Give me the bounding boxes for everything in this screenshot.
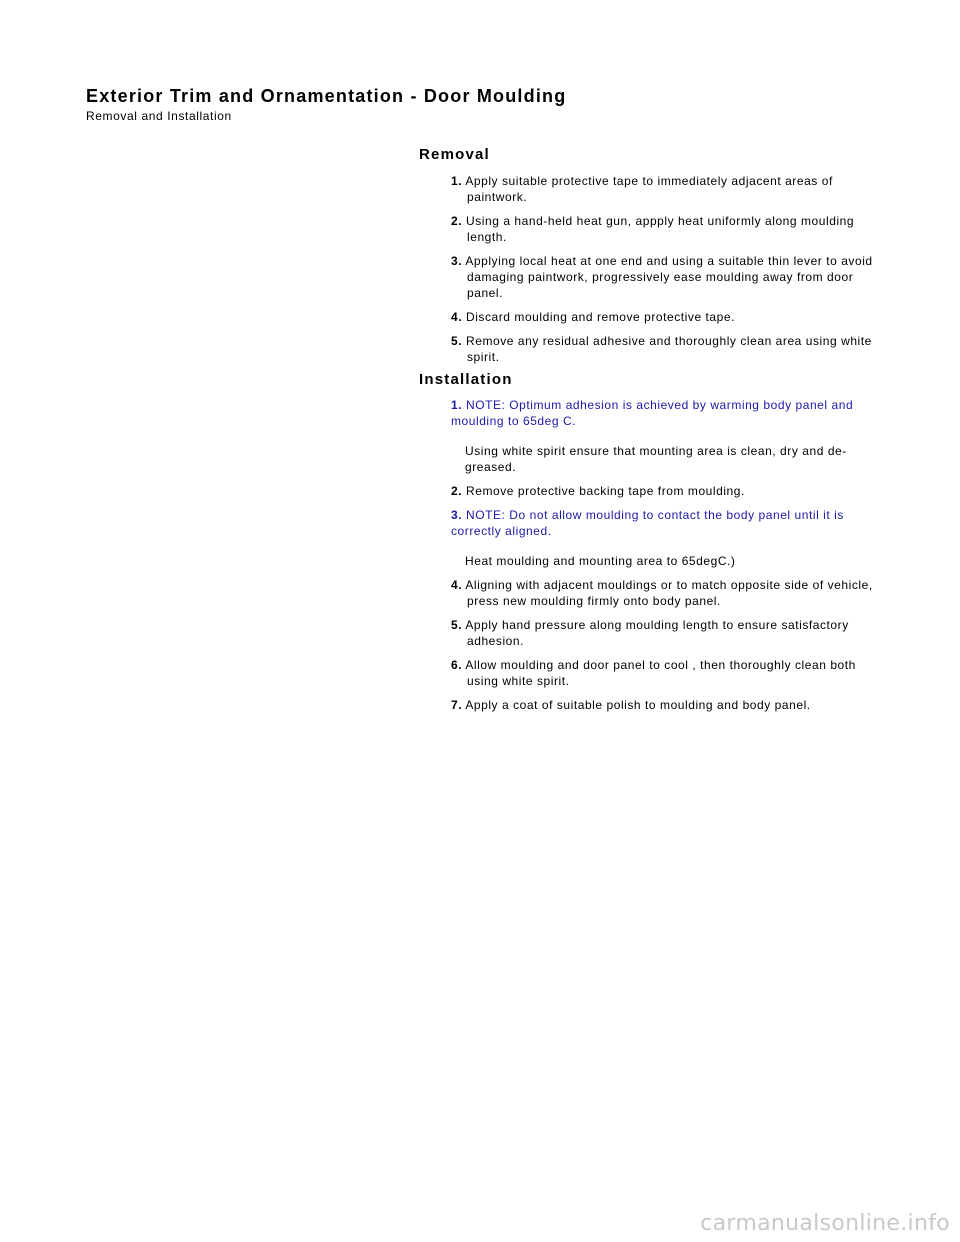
note-text [451,397,881,429]
note-content: NOTE: Optimum adhesion is achieved by warming body panel and moulding to 65deg C. [451,398,854,428]
note-content: NOTE: Do not allow moulding to contact the body panel until it is correctly aligned. [451,508,844,538]
step-number: 2. [451,484,463,498]
step-number: 1. [451,398,463,412]
step-text: Discard moulding and remove protective tape. [466,310,735,324]
step-number: 2. [451,214,463,228]
step-number: 6. [451,658,463,672]
step-text: Apply a coat of suitable polish to moulding and body panel. [465,698,811,712]
step-text: Allow moulding and door panel to cool , then thoroughly clean both using white spirit. [465,658,856,688]
step-number: 4. [451,310,463,324]
step-number: 7. [451,698,463,712]
step-number: 4. [451,578,463,592]
removal-step-4 [451,309,881,325]
step-text: Using white spirit ensure that mounting area is clean, dry and de-greased. [465,444,847,474]
installation-steps [451,397,881,721]
step-text: Aligning with adjacent mouldings or to match opposite side of vehicle, press new moulding firmly onto body panel. [465,578,873,608]
removal-step-2 [451,213,881,245]
page-title: Exterior Trim and Ornamentation - Door Moulding [86,86,567,106]
installation-step-5 [451,617,881,649]
installation-step-4 [451,577,881,609]
step-text: Apply hand pressure along moulding length to ensure satisfactory adhesion. [465,618,849,648]
step-text: Using a hand-held heat gun, appply heat uniformly along moulding length. [466,214,855,244]
step-text: Remove any residual adhesive and thoroughly clean area using white spirit. [466,334,872,364]
step-number: 1. [451,174,463,188]
installation-step-2 [451,483,881,499]
note-text [451,507,881,539]
removal-step-5 [451,333,881,365]
step-number: 5. [451,618,463,632]
installation-step-6 [451,657,881,689]
step-text: Heat moulding and mounting area to 65degC.) [465,554,736,568]
step-text: Remove protective backing tape from moulding. [466,484,745,498]
step-number: 5. [451,334,463,348]
installation-step-3 [451,507,881,569]
installation-heading: Installation [419,371,513,388]
removal-step-3 [451,253,881,301]
removal-steps [451,173,881,373]
step-text: Applying local heat at one end and using a suitable thin lever to avoid damaging paintwork, progressively ease moulding away from door panel. [465,254,873,300]
installation-step-1 [451,397,881,475]
installation-step-7 [451,697,881,713]
step-text: Apply suitable protective tape to immediately adjacent areas of paintwork. [465,174,833,204]
step-number: 3. [451,254,463,268]
step-number: 3. [451,508,463,522]
removal-heading: Removal [419,146,490,163]
removal-step-1 [451,173,881,205]
watermark: carmanualsonline.info [700,1211,950,1236]
page-subtitle: Removal and Installation [86,109,232,123]
